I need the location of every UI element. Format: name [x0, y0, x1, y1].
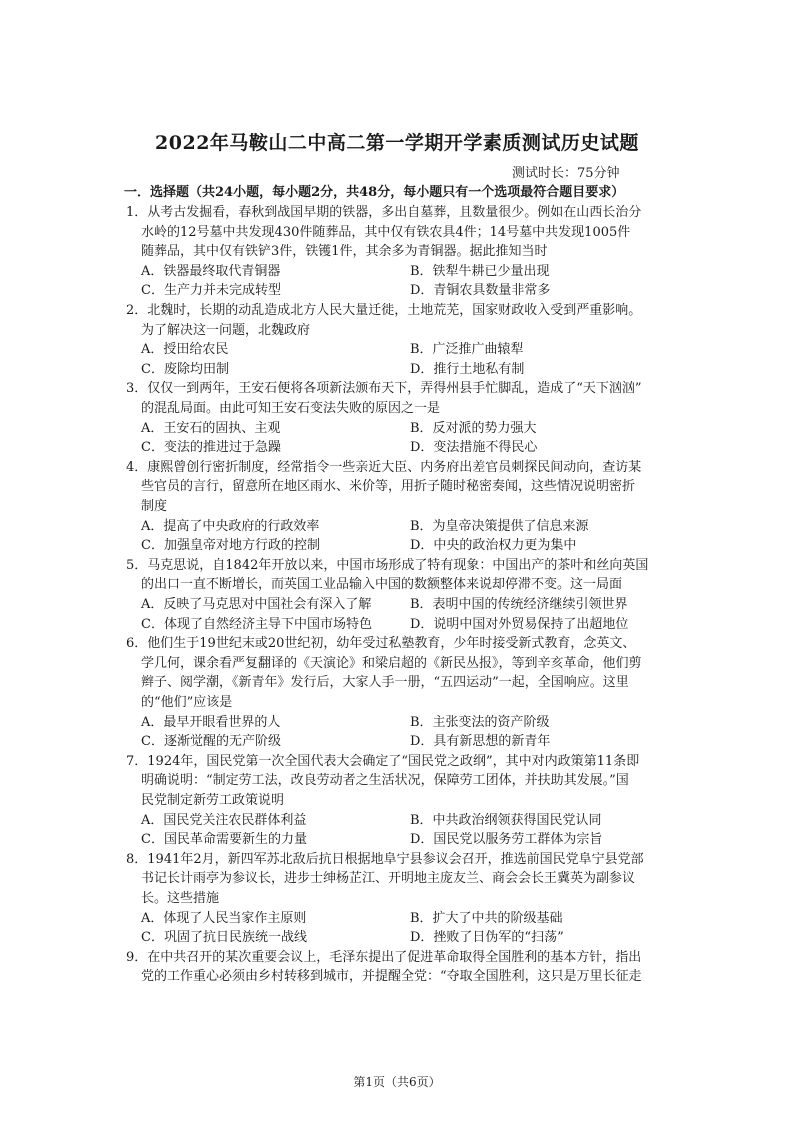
- answer-option-A: A．提高了中央政府的行政效率: [141, 518, 320, 534]
- question-text-line: 9．在中共召开的某次重要会议上，毛泽东提出了促进革命取得全国胜利的基本方针，指出: [126, 949, 642, 965]
- question-text-line: 6．他们生于19世纪末或20世纪初，幼年受过私塾教育，少年时接受新式教育，念英文、: [126, 636, 636, 652]
- question-text-line: 3．仅仅一到两年，王安石便将各项新法颁布天下，弄得州县手忙脚乱，造成了“天下汹汹”: [126, 381, 642, 397]
- answer-option-A: A．最早开眼看世界的人: [141, 714, 281, 730]
- question-text-line: 学几何，课余看严复翻译的《天演论》和梁启超的《新民丛报》，等到辛亥革命，他们剪: [141, 655, 642, 671]
- answer-option-A: A．铁器最终取代青铜器: [141, 263, 281, 279]
- question-text-line: 制度: [141, 499, 168, 514]
- answer-option-B: B．主张变法的资产阶级: [410, 714, 550, 730]
- answer-option-B: B．铁犁牛耕已少量出现: [410, 263, 550, 279]
- question-text-line: 1．从考古发掘看，春秋到战国早期的铁器，多出自墓葬，且数量很少。例如在山西长治分: [126, 205, 642, 220]
- question-text-line: 5．马克思说，自1842年开放以来，中国市场形成了特有现象：中国出产的茶叶和丝向英国: [126, 557, 649, 573]
- question-text-line: 的“他们”应该是: [141, 695, 233, 710]
- question-text-line: 党的工作重心必须由乡村转移到城市，并提醒全党：“夺取全国胜利，这只是万里长征走: [141, 969, 642, 985]
- answer-option-B: B．表明中国的传统经济继续引领世界: [410, 597, 628, 612]
- answer-option-A: A．体现了人民当家作主原则: [141, 910, 307, 926]
- answer-option-D: D．变法措施不得民心: [410, 440, 538, 456]
- question-text-line: 些官员的言行，留意所在地区雨水、米价等，用折子随时秘密奏闻，这些情况说明密折: [141, 479, 636, 495]
- question-text-line: 的出口一直不断增长，而英国工业品输入中国的数额整体来说却停滞不变。这一局面: [141, 577, 623, 593]
- question-text-line: 水岭的12号墓中共发现430件随葬品，其中仅有铁农具4件；14号墓中共发现1005件: [141, 224, 631, 240]
- answer-option-C: C．生产力并未完成转型: [141, 283, 281, 299]
- question-text-line: 明确说明：“制定劳工法，改良劳动者之生活状况，保障劳工团体，并扶助其发展。”国: [141, 773, 629, 789]
- answer-option-D: D．推行土地私有制: [410, 361, 525, 377]
- answer-option-A: A．授田给农民: [141, 342, 229, 358]
- question-text-line: 4．康熙曾创行密折制度，经常指令一些亲近大臣、内务府出差官员刺探民间动向，查访某: [126, 459, 642, 475]
- answer-option-B: B．扩大了中共的阶级基础: [410, 910, 563, 926]
- question-text-line: 的混乱局面。由此可知王安石变法失败的原因之一是: [141, 401, 441, 416]
- answer-option-D: D．中央的政治权力更为集中: [410, 538, 577, 554]
- answer-option-A: A．王安石的固执、主观: [141, 420, 281, 436]
- answer-option-B: B．反对派的势力强大: [410, 420, 537, 436]
- question-text-line: 为了解决这一问题，北魏政府: [141, 322, 311, 338]
- question-text-line: 民党制定新劳工政策说明: [141, 793, 285, 808]
- answer-option-D: D．具有新思想的新青年: [410, 734, 551, 750]
- answer-option-A: A．反映了马克思对中国社会有深入了解: [141, 597, 372, 612]
- question-text-line: 辫子、阅学潮，《新青年》发行后，大家人手一册，“五四运动”一起，全国响应。这里: [141, 675, 629, 691]
- question-text-line: 书记长计雨亭为参议长，进步士绅杨芷江、开明地主庞友兰、商会会长王冀英为副参议: [141, 871, 636, 887]
- answer-option-C: C．体现了自然经济主导下中国市场特色: [141, 616, 372, 632]
- question-text-line: 7．1924年，国民党第一次全国代表大会确定了“国民党之政纲”，其中对内政策第11条即: [126, 753, 640, 769]
- answer-option-D: D．说明中国对外贸易保持了出超地位: [410, 616, 629, 632]
- answer-option-A: A．国民党关注农民群体利益: [141, 812, 307, 828]
- answer-option-B: B．中共政治纲领获得国民党认同: [410, 812, 602, 828]
- answer-option-D: D．青铜农具数量非常多: [410, 283, 551, 299]
- question-text-line: 8．1941年2月，新四军苏北敌后抗日根据地阜宁县参议会召开，推选前国民党阜宁县党部: [126, 851, 644, 867]
- answer-option-B: B．广泛推广曲辕犁: [410, 342, 524, 358]
- question-text-line: 随葬品，其中仅有铁铲3件，铁镬1件，其余多为青铜器。据此推知当时: [141, 244, 548, 260]
- answer-option-C: C．废除均田制: [141, 361, 229, 377]
- question-text-line: 长。这些措施: [141, 891, 220, 906]
- answer-option-C: C．变法的推进过于急躁: [141, 440, 281, 456]
- question-text-line: 2．北魏时，长期的动乱造成北方人民大量迁徙，土地荒芜，国家财政收入受到严重影响。: [126, 303, 642, 318]
- answer-option-D: D．国民党以服务劳工群体为宗旨: [410, 832, 603, 848]
- answer-option-C: C．国民革命需要新生的力量: [141, 832, 307, 848]
- page-footer: 第1页（共6页）: [353, 1075, 441, 1089]
- answer-option-C: C．逐渐觉醒的无产阶级: [141, 734, 281, 750]
- test-duration: 测试时长：75分钟: [512, 166, 620, 181]
- answer-option-C: C．巩固了抗日民族统一战线: [141, 930, 307, 946]
- page-title: 2022年马鞍山二中高二第一学期开学素质测试历史试题: [155, 132, 639, 154]
- answer-option-D: D．挫败了日伪军的“扫荡”: [410, 930, 564, 946]
- answer-option-C: C．加强皇帝对地方行政的控制: [141, 538, 320, 554]
- answer-option-B: B．为皇帝决策提供了信息来源: [410, 518, 589, 534]
- section-heading: 一．选择题（共24小题，每小题2分，共48分，每小题只有一个选项最符合题目要求）: [124, 185, 625, 200]
